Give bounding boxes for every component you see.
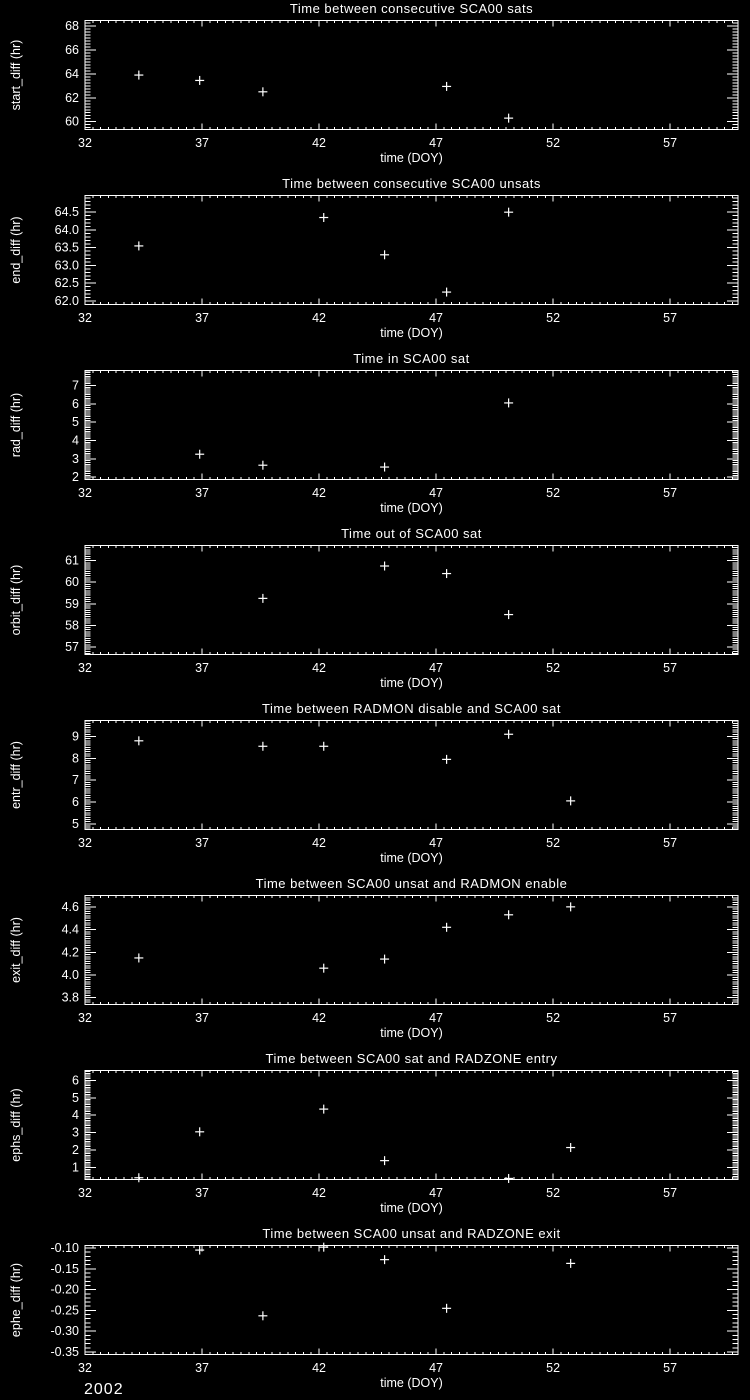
svg-text:5: 5 [72, 415, 79, 430]
plot-end-diff-xlabel: time (DOY) [380, 326, 443, 340]
svg-text:52: 52 [546, 486, 561, 500]
svg-text:37: 37 [195, 311, 209, 325]
svg-text:3.8: 3.8 [61, 990, 79, 1005]
svg-text:-0.10: -0.10 [50, 1240, 79, 1255]
svg-text:3: 3 [72, 1125, 79, 1140]
panel-plot-ephe-diff [0, 1225, 750, 1400]
svg-text:8: 8 [72, 751, 79, 766]
plot-start-diff-ylabel: start_diff (hr) [9, 39, 23, 111]
plot-exit-diff-ylabel: exit_diff (hr) [9, 917, 23, 983]
svg-text:9: 9 [72, 729, 79, 744]
svg-text:57: 57 [663, 836, 678, 850]
plot-ephs-diff-points [134, 1105, 575, 1183]
plot-orbit-diff-xlabel: time (DOY) [380, 676, 443, 690]
svg-text:57: 57 [65, 639, 79, 654]
svg-text:32: 32 [78, 311, 92, 325]
plot-entr-diff-title: Time between RADMON disable and SCA00 sat [262, 701, 561, 716]
svg-text:68: 68 [65, 19, 79, 34]
plot-end-diff-points [134, 208, 513, 297]
plot-orbit-diff-ylabel: orbit_diff (hr) [9, 564, 23, 636]
plot-start-diff [0, 0, 750, 175]
svg-text:42: 42 [312, 836, 327, 850]
svg-text:6: 6 [72, 1073, 79, 1088]
svg-text:42: 42 [312, 1186, 327, 1200]
svg-text:47: 47 [429, 1361, 444, 1375]
svg-text:7: 7 [72, 773, 79, 788]
svg-text:37: 37 [195, 486, 209, 500]
plot-rad-diff-points [195, 398, 513, 471]
plot-start-diff-title: Time between consecutive SCA00 sats [289, 1, 534, 16]
svg-text:52: 52 [546, 836, 561, 850]
plot-ephe-diff [0, 1225, 750, 1400]
svg-text:4.2: 4.2 [61, 945, 79, 960]
svg-text:52: 52 [546, 1011, 561, 1025]
svg-text:57: 57 [663, 311, 678, 325]
plot-end-diff [0, 175, 750, 350]
svg-text:62.0: 62.0 [54, 293, 79, 308]
svg-text:32: 32 [78, 1011, 92, 1025]
svg-text:64.5: 64.5 [54, 205, 79, 220]
svg-text:4: 4 [72, 433, 79, 448]
svg-text:47: 47 [429, 661, 444, 675]
svg-text:6: 6 [72, 794, 79, 809]
svg-text:37: 37 [195, 661, 209, 675]
svg-text:63.0: 63.0 [54, 258, 79, 273]
svg-text:42: 42 [312, 1361, 327, 1375]
svg-text:60: 60 [65, 114, 79, 129]
svg-text:37: 37 [195, 1011, 209, 1025]
plot-rad-diff-title: Time in SCA00 sat [353, 351, 470, 366]
svg-text:6: 6 [72, 396, 79, 411]
plot-rad-diff [0, 350, 750, 525]
panel-plot-entr-diff [0, 700, 750, 875]
svg-text:63.5: 63.5 [54, 240, 79, 255]
svg-text:32: 32 [78, 836, 92, 850]
svg-text:32: 32 [78, 661, 92, 675]
plot-orbit-diff-points [258, 562, 513, 620]
svg-text:57: 57 [663, 1361, 678, 1375]
svg-text:1: 1 [72, 1160, 79, 1175]
svg-text:59: 59 [65, 596, 79, 611]
panel-plot-rad-diff [0, 350, 750, 525]
plot-ephs-diff-ylabel: ephs_diff (hr) [9, 1088, 23, 1162]
svg-text:42: 42 [312, 1011, 327, 1025]
svg-text:47: 47 [429, 486, 444, 500]
year-label: 2002 [84, 1381, 124, 1398]
svg-text:62: 62 [65, 90, 79, 105]
plot-exit-diff [0, 875, 750, 1050]
svg-text:66: 66 [65, 42, 79, 57]
svg-text:60: 60 [65, 575, 79, 590]
plot-ephs-diff-xlabel: time (DOY) [380, 1201, 443, 1215]
svg-text:42: 42 [312, 661, 327, 675]
plot-ephe-diff-points [195, 1243, 575, 1321]
svg-text:61: 61 [65, 553, 79, 568]
svg-text:47: 47 [429, 136, 444, 150]
svg-text:32: 32 [78, 486, 92, 500]
svg-text:57: 57 [663, 661, 678, 675]
svg-text:4.4: 4.4 [61, 922, 79, 937]
svg-text:2: 2 [72, 1143, 79, 1158]
svg-text:37: 37 [195, 1361, 209, 1375]
plot-rad-diff-ylabel: rad_diff (hr) [9, 392, 23, 458]
plot-ephe-diff-xlabel: time (DOY) [380, 1376, 443, 1390]
svg-text:-0.25: -0.25 [50, 1303, 79, 1318]
plot-ephe-diff-title: Time between SCA00 unsat and RADZONE exit [262, 1226, 561, 1241]
svg-text:37: 37 [195, 1186, 209, 1200]
svg-text:2: 2 [72, 470, 79, 485]
svg-text:42: 42 [312, 486, 327, 500]
svg-text:52: 52 [546, 1361, 561, 1375]
svg-text:47: 47 [429, 836, 444, 850]
svg-text:3: 3 [72, 451, 79, 466]
plot-entr-diff-ylabel: entr_diff (hr) [9, 741, 23, 809]
plot-orbit-diff-title: Time out of SCA00 sat [341, 526, 482, 541]
svg-text:64.0: 64.0 [54, 222, 79, 237]
svg-text:57: 57 [663, 486, 678, 500]
plot-start-diff-points [134, 71, 513, 123]
svg-text:5: 5 [72, 1090, 79, 1105]
panel-plot-start-diff [0, 0, 750, 175]
svg-text:57: 57 [663, 136, 678, 150]
plot-entr-diff [0, 700, 750, 875]
plot-exit-diff-title: Time between SCA00 unsat and RADMON enable [255, 876, 568, 891]
plot-start-diff-xlabel: time (DOY) [380, 151, 443, 165]
panel-plot-end-diff [0, 175, 750, 350]
svg-text:4.0: 4.0 [61, 967, 79, 982]
plot-end-diff-title: Time between consecutive SCA00 unsats [282, 176, 541, 191]
svg-text:5: 5 [72, 816, 79, 831]
plot-exit-diff-xlabel: time (DOY) [380, 1026, 443, 1040]
svg-text:57: 57 [663, 1186, 678, 1200]
plot-ephe-diff-ylabel: ephe_diff (hr) [9, 1262, 23, 1338]
svg-text:32: 32 [78, 1186, 92, 1200]
svg-text:58: 58 [65, 618, 79, 633]
svg-text:62.5: 62.5 [54, 276, 79, 291]
svg-text:37: 37 [195, 836, 209, 850]
panel-plot-exit-diff [0, 875, 750, 1050]
svg-text:52: 52 [546, 311, 561, 325]
svg-text:42: 42 [312, 136, 327, 150]
svg-text:47: 47 [429, 1011, 444, 1025]
svg-text:52: 52 [546, 661, 561, 675]
plot-exit-diff-points [134, 902, 575, 972]
plot-entr-diff-xlabel: time (DOY) [380, 851, 443, 865]
svg-text:32: 32 [78, 1361, 92, 1375]
svg-text:52: 52 [546, 136, 561, 150]
svg-text:32: 32 [78, 136, 92, 150]
svg-text:7: 7 [72, 378, 79, 393]
svg-text:52: 52 [546, 1186, 561, 1200]
svg-text:-0.30: -0.30 [50, 1324, 79, 1339]
svg-text:57: 57 [663, 1011, 678, 1025]
svg-text:-0.15: -0.15 [50, 1261, 79, 1276]
plot-ephs-diff [0, 1050, 750, 1225]
plot-orbit-diff [0, 525, 750, 700]
svg-text:64: 64 [65, 66, 79, 81]
svg-text:4.6: 4.6 [61, 899, 79, 914]
svg-text:47: 47 [429, 1186, 444, 1200]
svg-text:-0.20: -0.20 [50, 1282, 79, 1297]
svg-text:4: 4 [72, 1108, 79, 1123]
svg-text:47: 47 [429, 311, 444, 325]
plot-ephs-diff-title: Time between SCA00 sat and RADZONE entry [265, 1051, 558, 1066]
plot-entr-diff-points [134, 730, 575, 806]
svg-text:-0.35: -0.35 [50, 1345, 79, 1360]
panel-plot-orbit-diff [0, 525, 750, 700]
plot-rad-diff-xlabel: time (DOY) [380, 501, 443, 515]
svg-text:42: 42 [312, 311, 327, 325]
plot-end-diff-ylabel: end_diff (hr) [9, 216, 23, 284]
svg-text:37: 37 [195, 136, 209, 150]
panel-plot-ephs-diff [0, 1050, 750, 1225]
